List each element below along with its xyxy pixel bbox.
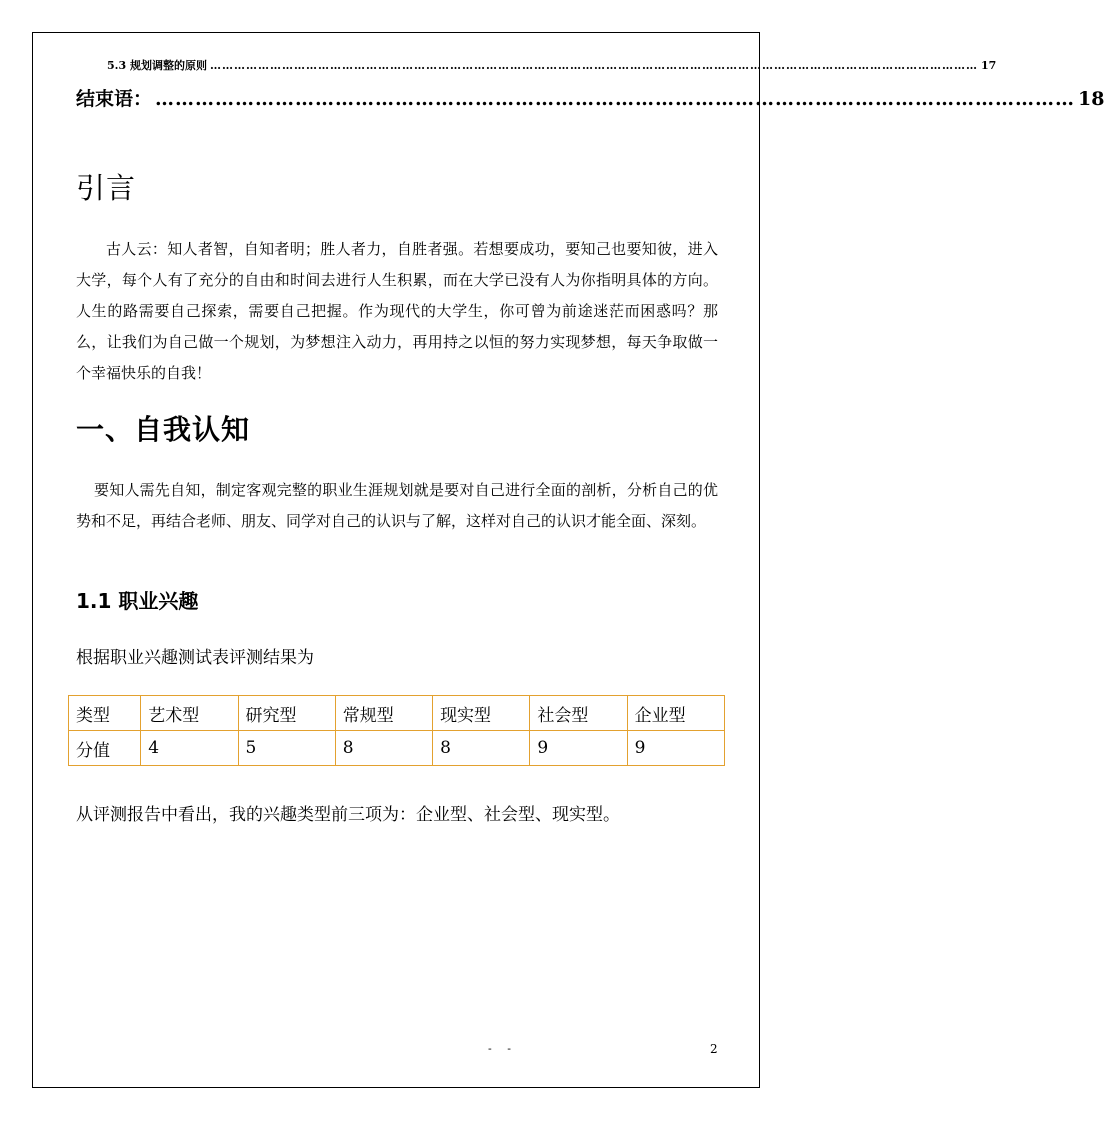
table-cell: 4 bbox=[141, 731, 238, 766]
page-frame bbox=[32, 32, 760, 1088]
table-cell: 5 bbox=[238, 731, 335, 766]
intro-paragraph: 古人云：知人者智，自知者明；胜人者力，自胜者强。若想要成功，要知己也要知彼，进入大学，每个人有了充分的自由和时间去进行人生积累，而在大学已没有人为你指明具体的方向。人生的路需要自己探索，需要自己把握。作为现代的大学生，你可曾为前途迷茫而困惑吗？那么，让我们为自己做一个规划，为梦想注入动力，再用持之以恒的努力实现梦想，每天争取做一个幸福快乐的自我！ bbox=[76, 240, 718, 382]
interest-score-table bbox=[68, 695, 725, 766]
table-cell: 研究型 bbox=[238, 696, 335, 731]
table-cell: 类型 bbox=[69, 696, 141, 731]
toc-entry-page: 17 bbox=[980, 59, 997, 72]
table-cell: 9 bbox=[530, 731, 627, 766]
toc-leader-dots: ………………………………………………………………………………………………………………………… bbox=[155, 88, 1076, 110]
career-interest-heading: 1.1 职业兴趣 bbox=[76, 589, 199, 613]
table-row bbox=[69, 731, 725, 766]
table-cell: 艺术型 bbox=[141, 696, 238, 731]
toc-entry-5-3[interactable] bbox=[107, 57, 997, 73]
toc-entry-conclusion[interactable] bbox=[76, 84, 1104, 111]
self-awareness-heading: 一、自我认知 bbox=[76, 413, 251, 446]
table-header-row bbox=[69, 696, 725, 731]
toc-entry-page: 18 bbox=[1078, 88, 1104, 110]
toc-entry-label: 结束语： bbox=[76, 88, 153, 110]
table-cell: 社会型 bbox=[530, 696, 627, 731]
test-result-lead: 根据职业兴趣测试表评测结果为 bbox=[76, 648, 314, 668]
table-cell: 9 bbox=[627, 731, 724, 766]
table-cell: 现实型 bbox=[433, 696, 530, 731]
table-cell: 分值 bbox=[69, 731, 141, 766]
table-cell: 8 bbox=[335, 731, 432, 766]
toc-entry-label: 5.3 规划调整的原则 bbox=[107, 59, 207, 72]
table-cell: 企业型 bbox=[627, 696, 724, 731]
page-number: 2 bbox=[710, 1042, 718, 1056]
interest-summary: 从评测报告中看出，我的兴趣类型前三项为：企业型、社会型、现实型。 bbox=[76, 805, 620, 825]
table-cell: 常规型 bbox=[335, 696, 432, 731]
self-awareness-paragraph: 要知人需先自知，制定客观完整的职业生涯规划就是要对自己进行全面的剖析，分析自己的优势和不足，再结合老师、朋友、同学对自己的认识与了解，这样对自己的认识才能全面、深刻。 bbox=[76, 481, 718, 530]
intro-heading: 引言 bbox=[76, 171, 137, 205]
table-cell: 8 bbox=[433, 731, 530, 766]
toc-leader-dots: ………………………………………………………………………………………………………………………………………………………………………… bbox=[209, 59, 978, 72]
footer-mark: - - bbox=[488, 1042, 517, 1055]
